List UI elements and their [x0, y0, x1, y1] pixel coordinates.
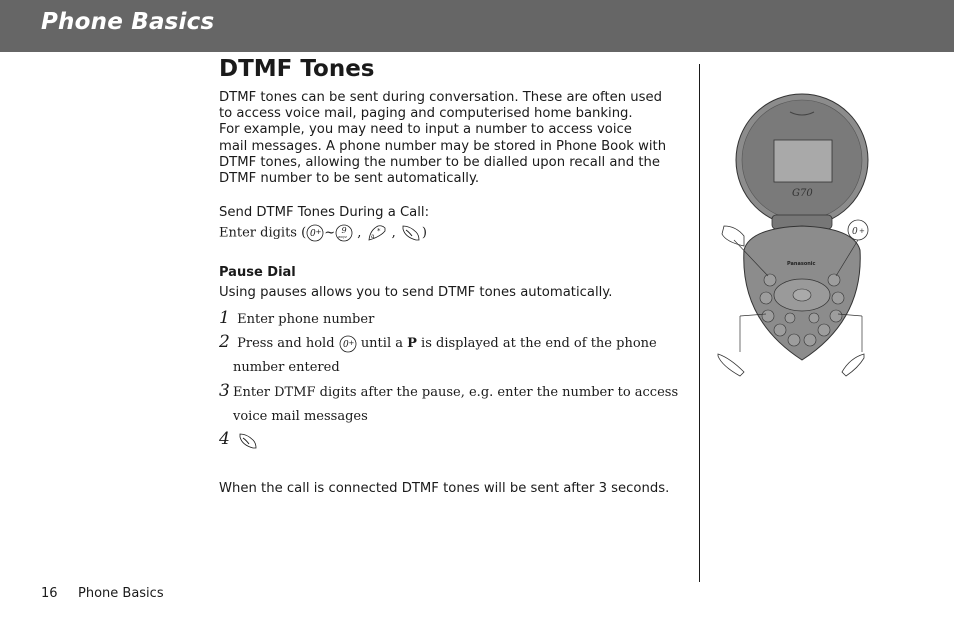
zero-key-callout-icon	[848, 220, 868, 240]
column-divider	[699, 64, 700, 582]
step-text: voice mail messages	[233, 409, 368, 424]
step-text: Press and hold	[237, 336, 335, 351]
send-key-callout-icon	[722, 226, 744, 246]
svg-text:0: 0	[310, 229, 316, 239]
svg-text:9: 9	[341, 226, 347, 235]
send-key-icon	[237, 431, 259, 451]
tilde: ~	[324, 225, 336, 241]
send-key-icon	[400, 223, 422, 243]
svg-text:wxyz: wxyz	[338, 235, 347, 239]
separator: ,	[387, 225, 396, 241]
intro-line: to access voice mail, paging and computerised home banking.	[219, 106, 633, 122]
phone-illustration	[710, 90, 880, 390]
phone-model-label: G70	[792, 188, 813, 199]
footer-section-name: Phone Basics	[78, 586, 164, 601]
step-1	[219, 306, 689, 332]
intro-line: DTMF tones can be sent during conversation. These are often used	[219, 90, 662, 105]
send-dtmf-label: Send DTMF Tones During a Call:	[219, 205, 430, 220]
separator: ,	[353, 225, 362, 241]
zero-key-icon	[306, 224, 324, 242]
intro-line: DTMF number to be sent automatically.	[219, 171, 480, 187]
step-4	[219, 427, 689, 453]
closing-note: When the call is connected DTMF tones will be sent after 3 seconds.	[219, 481, 670, 496]
enter-digits-suffix: )	[421, 225, 427, 241]
step-2	[219, 330, 689, 356]
intro-line: For example, you may need to input a number to access voice	[219, 122, 632, 138]
step-text: Enter DTMF digits after the pause, e.g. enter the number to access	[233, 385, 679, 400]
intro-line: mail messages. A phone number may be stored in Phone Book with	[219, 138, 667, 154]
star-key-callout-icon	[718, 354, 744, 376]
step-text: number entered	[233, 360, 340, 375]
step-number: 1	[219, 308, 230, 328]
step-2-cont	[219, 355, 689, 380]
star-key-icon	[366, 223, 388, 243]
step-text: until a	[360, 336, 403, 351]
step-text: is displayed at the end of the phone	[421, 336, 657, 351]
intro-paragraph	[219, 90, 689, 187]
section-title: DTMF Tones	[219, 56, 375, 82]
step-text: Enter phone number	[237, 312, 375, 327]
phone-screen	[774, 140, 832, 182]
page-number: 16	[41, 586, 58, 601]
svg-text:+: +	[315, 228, 322, 236]
page-header-title: Phone Basics	[41, 9, 215, 35]
phone-brand-label: Panasonic	[787, 261, 816, 267]
send-key-callout-icon	[842, 354, 864, 376]
intro-line: DTMF tones, allowing the number to be dialled upon recall and the	[219, 154, 660, 170]
svg-text:0: 0	[852, 227, 858, 237]
step-number: 2	[219, 332, 230, 352]
pause-dial-heading: Pause Dial	[219, 265, 296, 280]
step-number: 3	[219, 381, 230, 401]
svg-text:0: 0	[342, 339, 349, 350]
step-3	[219, 379, 689, 405]
zero-key-icon	[339, 335, 357, 353]
pause-dial-description: Using pauses allows you to send DTMF tones automatically.	[219, 285, 613, 300]
step-number: 4	[219, 429, 230, 449]
step-3-cont	[219, 404, 689, 429]
svg-text:*: *	[376, 227, 380, 235]
svg-text:+: +	[859, 227, 865, 235]
enter-digits-prefix: Enter digits (	[219, 225, 307, 241]
pause-symbol: P	[407, 336, 417, 351]
svg-text:+: +	[348, 338, 355, 347]
nine-key-icon	[335, 224, 353, 242]
svg-text:a: a	[370, 233, 375, 240]
enter-digits-line	[219, 223, 427, 243]
